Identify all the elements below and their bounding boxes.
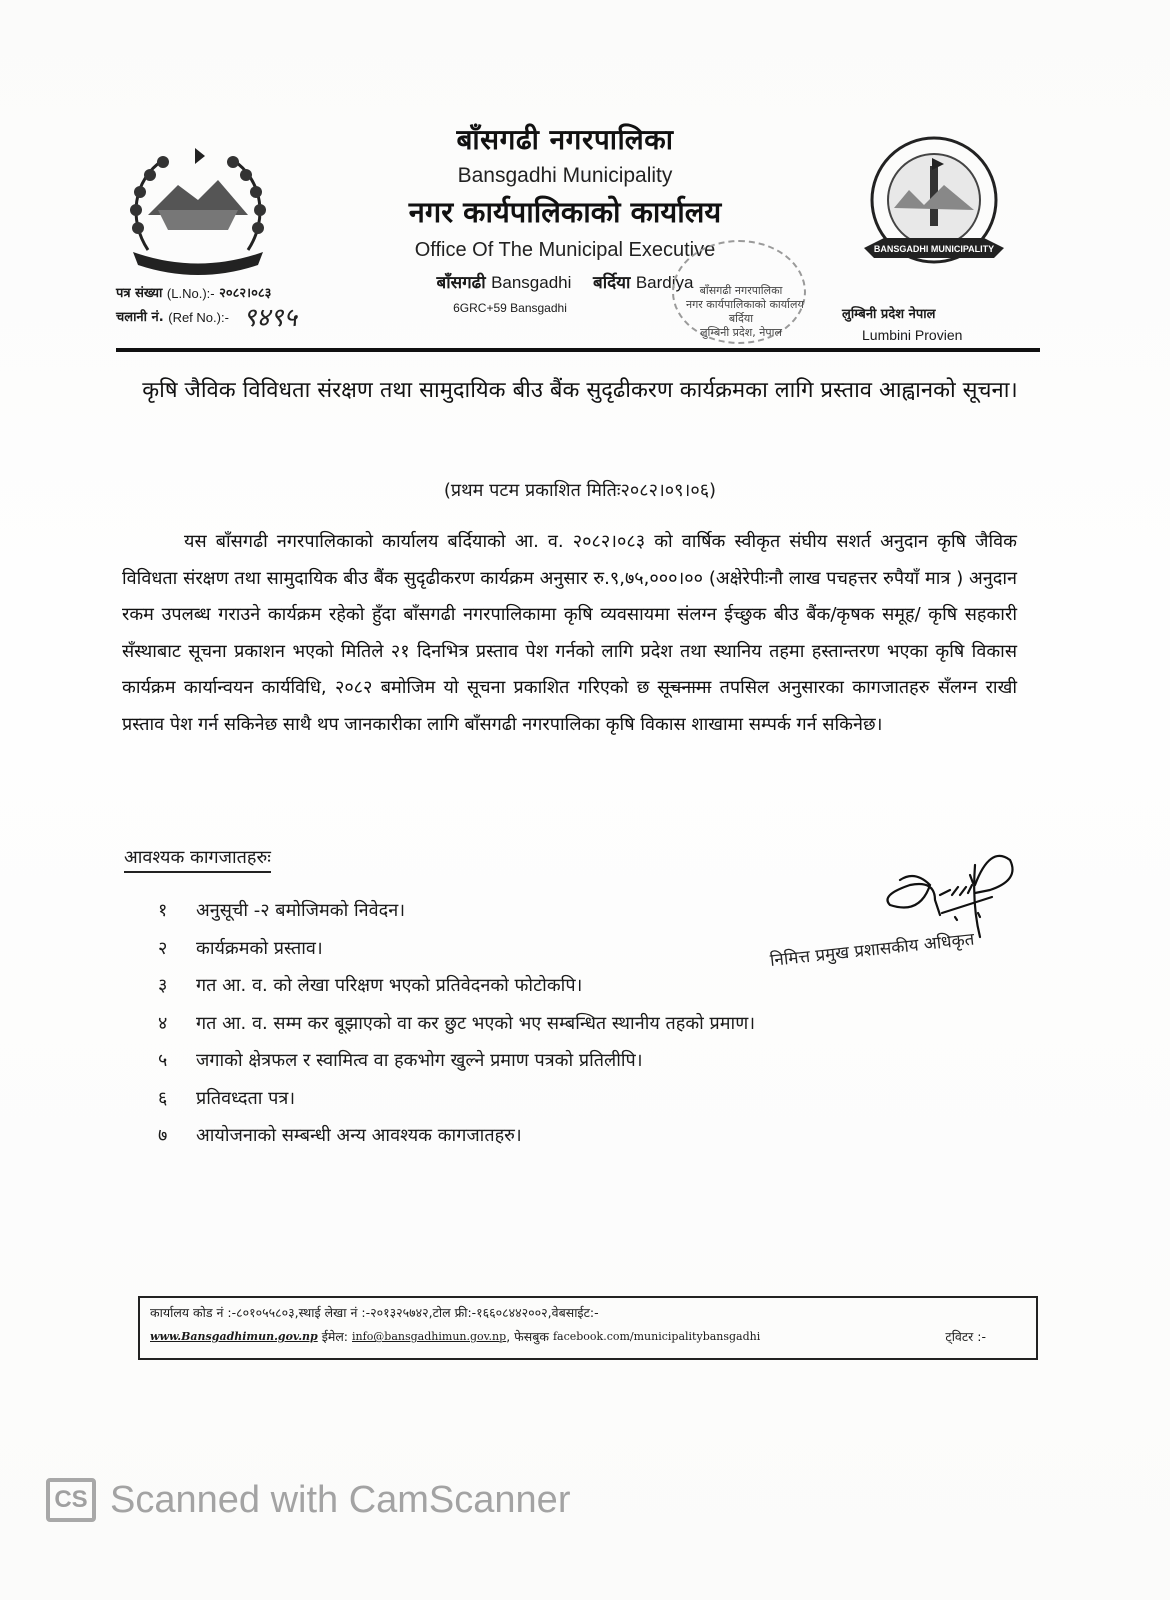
signatory-stamp: निमित्त प्रमुख प्रशासकीय अधिकृत [769, 929, 976, 971]
notice-body-part1: यस बाँसगढी नगरपालिकाको कार्यालय बर्दियाको आ. व. २०८२।०८३ को वार्षिक स्वीकृत संघीय सशर्त अनुदान कृषि जैविक विविधता संरक्षण तथा सामुदायिक बीउ बैंक सुदृढीकरण कार्यक्रम अनुसार रु.९,७५,०००।०० (अक्षेरेपीःनौ लाख पचहत्तर रुपैयाँ मात्र ) अनुदान रकम उपलब्ध गराउने कार्यक्रम रहेको हुँदा बाँसगढी नगरपालिकामा कृषि व्यवसायमा संलग्न ईच्छुक बीउ बैंक/कृषक समूह/ कृषि सहकारी सँस्थाबाट सूचना प्रकाशन भएको मितिले २१ दिनभित्र प्रस्ताव पेश गर्नको लागि प्रदेश तथा स्थानिय तहमा हस्तान्तरण भएका कृषि विकास कार्यक्रम कार्यान्वयन कार्यविधि, २०८२ बमोजिम यो सूचना प्रकाशित गरिएको छ [122, 531, 1017, 698]
footer-contacts: www.Bansgadhimun.gov.np ईमेल: info@bansgadhimun.gov.np , फेसबुक facebook.com/municipalitybansgadhi ट्विटर :- [150, 1324, 1026, 1350]
requirements-heading: आवश्यक कागजातहरुः [124, 845, 271, 873]
address-np-1: बाँसगढी [436, 273, 486, 293]
plus-code: 6GRC+59 Bansgadhi [453, 301, 567, 315]
ref-no-label: चलानी नं. [116, 310, 164, 325]
item-text: प्रतिवध्दता पत्र। [196, 1087, 296, 1109]
stamp-line-1: बाँसगढी नगरपालिका [699, 284, 783, 297]
email-link[interactable]: info@bansgadhimun.gov.np [352, 1330, 507, 1343]
ref-number-handwritten: ९४९५ [242, 303, 297, 333]
address-en-1: Bansgadhi [491, 273, 572, 292]
list-item [158, 1048, 1018, 1086]
notice-body-struck: सूचनामा [657, 677, 712, 698]
address-np-2: बर्दिया [593, 273, 631, 293]
reference-block [116, 282, 297, 333]
seal-ribbon-text: BANSGADHI MUNICIPALITY [873, 244, 995, 254]
camscanner-watermark [46, 1478, 570, 1522]
ref-number [116, 303, 297, 333]
province-en: Lumbini Provien [862, 327, 963, 343]
item-number: ३ [158, 975, 168, 996]
list-item [158, 1086, 1018, 1124]
signature-icon [880, 825, 1020, 940]
notice-title: कृषि जैविक विविधता संरक्षण तथा सामुदायिक बीउ बैंक सुदृढीकरण कार्यक्रमका लागि प्रस्ताव आह्वानको सूचना। [142, 378, 1018, 403]
letter-no-label-en: (L.No.):- [166, 286, 215, 301]
stamp-line-2: नगर कार्यपालिकाको कार्यालय [686, 298, 804, 311]
item-number: ७ [158, 1125, 168, 1146]
notice-body [122, 524, 1017, 743]
item-number: ५ [158, 1050, 168, 1071]
municipality-name-en: Bansgadhi Municipality [457, 164, 673, 187]
facebook-label: फेसबुक [514, 1329, 549, 1344]
office-name-np: नगर कार्यपालिकाको कार्यालय [408, 195, 722, 229]
item-text: जगाको क्षेत्रफल र स्वामित्व वा हकभोग खुल्ने प्रमाण पत्रको प्रतिलीपि। [196, 1050, 643, 1071]
email-label: ईमेल: [321, 1329, 349, 1344]
item-number: १ [158, 900, 168, 921]
municipality-seal-icon [854, 130, 1014, 290]
item-number: २ [158, 937, 168, 959]
camscanner-text: Scanned with CamScanner [110, 1478, 571, 1521]
stamp-line-3: बर्दिया [728, 312, 754, 325]
item-number: ४ [158, 1012, 168, 1034]
facebook-link[interactable]: facebook.com/municipalitybansgadhi [552, 1330, 761, 1343]
published-date: (प्रथम पटम प्रकाशित मितिः२०८२।०९।०६) [443, 480, 717, 501]
header-divider [116, 348, 1040, 352]
list-item [158, 1011, 1018, 1049]
notice-body-part2: तपसिल अनुसारका कागजातहरु सँलग्न राखी प्रस्ताव पेश गर्न सकिनेछ साथै थप जानकारीका लागि बाँसगढी नगरपालिका कृषि विकास शाखामा सम्पर्क गर्न सकिनेछ। [122, 677, 1017, 735]
nepal-emblem-icon [118, 140, 278, 275]
province-np: लुम्बिनी प्रदेश नेपाल [842, 307, 936, 322]
letter-no-value: २०८२।०८३ [219, 286, 272, 301]
list-item [158, 973, 1018, 1011]
item-text: अनुसूची -२ बमोजिमको निवेदन। [196, 900, 406, 921]
stamp-line-4: लुम्बिनी प्रदेश, नेपाल [700, 326, 782, 339]
item-text: कार्यक्रमको प्रस्ताव। [196, 937, 323, 959]
item-text: गत आ. व. सम्म कर बूझाएको वा कर छुट भएको भए सम्बन्धित स्थानीय तहको प्रमाण। [196, 1012, 756, 1034]
website-link[interactable]: www.Bansgadhimun.gov.np [150, 1330, 318, 1343]
item-text: गत आ. व. को लेखा परिक्षण भएको प्रतिवेदनको फोटोकपि। [196, 975, 583, 996]
camscanner-logo-icon: CS [46, 1478, 96, 1522]
item-number: ६ [158, 1087, 168, 1109]
footer-contact-box [138, 1296, 1038, 1360]
office-stamp [686, 284, 804, 340]
letter-no-label: पत्र संख्या [116, 286, 163, 301]
municipality-name-np: बाँसगढी नगरपालिका [456, 123, 674, 156]
item-text: आयोजनाको सम्बन्धी अन्य आवश्यक कागजातहरु। [196, 1125, 522, 1146]
address-en-2: Bardiya [635, 273, 694, 292]
twitter-label: ट्विटर :- [945, 1329, 986, 1344]
ref-no-label-en: (Ref No.):- [168, 310, 229, 325]
list-item [158, 1123, 1018, 1161]
office-name-en: Office Of The Municipal Executive [414, 239, 716, 261]
footer-office-codes: कार्यालय कोड नं :-८०१०५५८०३,स्थाई लेखा नं :-२०१३२५७४२,टोल फ्री:-१६६०८४४२००२,वेबसाईट:- [150, 1305, 599, 1320]
